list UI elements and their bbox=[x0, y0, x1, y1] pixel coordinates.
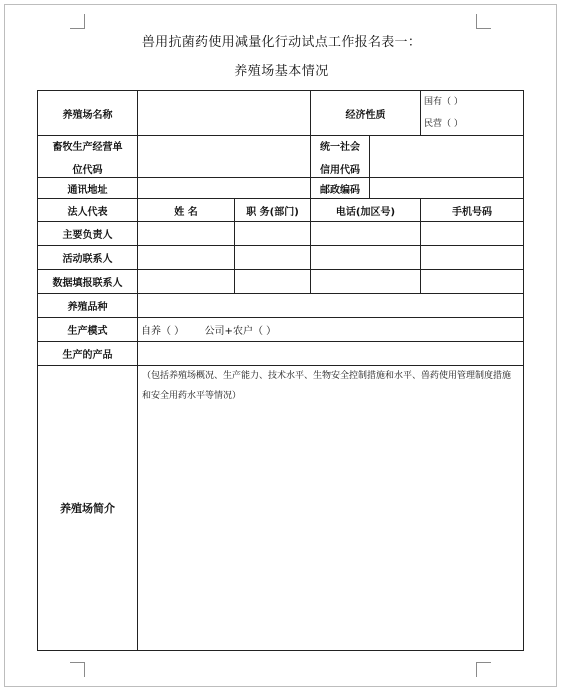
field-breed[interactable] bbox=[138, 294, 524, 318]
crop-mark-bottom-left bbox=[70, 662, 85, 677]
row-intro bbox=[38, 366, 524, 651]
field-postal-code[interactable] bbox=[370, 178, 524, 199]
label-farm-name: 养殖场名称 bbox=[38, 91, 138, 136]
document-subtitle: 养殖场基本情况 bbox=[234, 64, 329, 79]
label-credit-code bbox=[311, 136, 370, 178]
field-prod-mode[interactable] bbox=[138, 318, 524, 342]
field-products[interactable] bbox=[138, 342, 524, 366]
crop-mark-top-left bbox=[70, 14, 85, 29]
field-charge-mobile[interactable] bbox=[421, 222, 524, 246]
row-products bbox=[38, 342, 524, 366]
option-company-farmer[interactable]: 公司+农户（ ） bbox=[204, 326, 277, 337]
field-charge-phone[interactable] bbox=[311, 222, 421, 246]
label-farm-intro: 养殖场简介 bbox=[38, 366, 138, 651]
row-person-in-charge bbox=[38, 222, 524, 246]
label-activity-contact: 活动联系人 bbox=[38, 246, 138, 270]
col-header-post: 职 务(部门) bbox=[235, 199, 311, 222]
row-data-contact bbox=[38, 270, 524, 294]
field-farm-name[interactable] bbox=[138, 91, 311, 136]
label-person-in-charge: 主要负责人 bbox=[38, 222, 138, 246]
col-header-name: 姓 名 bbox=[138, 199, 235, 222]
label-permit-code-line2: 位代码 bbox=[72, 164, 103, 176]
label-legal-rep: 法人代表 bbox=[38, 199, 138, 222]
field-activity-mobile[interactable] bbox=[421, 246, 524, 270]
field-activity-name[interactable] bbox=[138, 246, 235, 270]
crop-mark-top-right bbox=[476, 14, 491, 29]
row-activity-contact bbox=[38, 246, 524, 270]
label-credit-code-line1: 统一社会 bbox=[320, 141, 360, 153]
document-title: 兽用抗菌药使用减量化行动试点工作报名表一： bbox=[141, 35, 422, 50]
row-codes bbox=[38, 136, 524, 178]
label-econ-nature: 经济性质 bbox=[311, 91, 421, 136]
label-data-contact: 数据填报联系人 bbox=[38, 270, 138, 294]
row-breed bbox=[38, 294, 524, 318]
field-data-phone[interactable] bbox=[311, 270, 421, 294]
field-permit-code[interactable] bbox=[138, 136, 311, 178]
field-data-name[interactable] bbox=[138, 270, 235, 294]
crop-mark-bottom-right bbox=[476, 662, 491, 677]
option-state-owned[interactable]: 国有（ ） bbox=[424, 97, 463, 107]
field-activity-phone[interactable] bbox=[311, 246, 421, 270]
col-header-phone: 电话(加区号) bbox=[311, 199, 421, 222]
field-data-mobile[interactable] bbox=[421, 270, 524, 294]
field-charge-name[interactable] bbox=[138, 222, 235, 246]
field-charge-post[interactable] bbox=[235, 222, 311, 246]
row-farm-name bbox=[38, 91, 524, 136]
option-private[interactable]: 民营（ ） bbox=[424, 119, 463, 129]
label-permit-code bbox=[38, 136, 138, 178]
field-address[interactable] bbox=[138, 178, 311, 199]
registration-form-table bbox=[37, 90, 524, 651]
label-products: 生产的产品 bbox=[38, 342, 138, 366]
option-self-breed[interactable]: 自养（ ） bbox=[141, 326, 185, 337]
row-header-contacts bbox=[38, 199, 524, 222]
field-data-post[interactable] bbox=[235, 270, 311, 294]
field-econ-nature[interactable] bbox=[421, 91, 524, 136]
field-activity-post[interactable] bbox=[235, 246, 311, 270]
col-header-mobile: 手机号码 bbox=[421, 199, 524, 222]
label-credit-code-line2: 信用代码 bbox=[320, 164, 360, 176]
row-address bbox=[38, 178, 524, 199]
label-breed: 养殖品种 bbox=[38, 294, 138, 318]
field-farm-intro[interactable]: （包括养殖场概况、生产能力、技术水平、生物安全控制措施和水平、兽药使用管理制度措施和安全用药水平等情况） bbox=[138, 366, 524, 651]
label-prod-mode: 生产模式 bbox=[38, 318, 138, 342]
field-credit-code[interactable] bbox=[370, 136, 524, 178]
label-postal-code: 邮政编码 bbox=[311, 178, 370, 199]
row-prod-mode bbox=[38, 318, 524, 342]
label-permit-code-line1: 畜牧生产经营单 bbox=[52, 141, 123, 153]
label-address: 通讯地址 bbox=[38, 178, 138, 199]
